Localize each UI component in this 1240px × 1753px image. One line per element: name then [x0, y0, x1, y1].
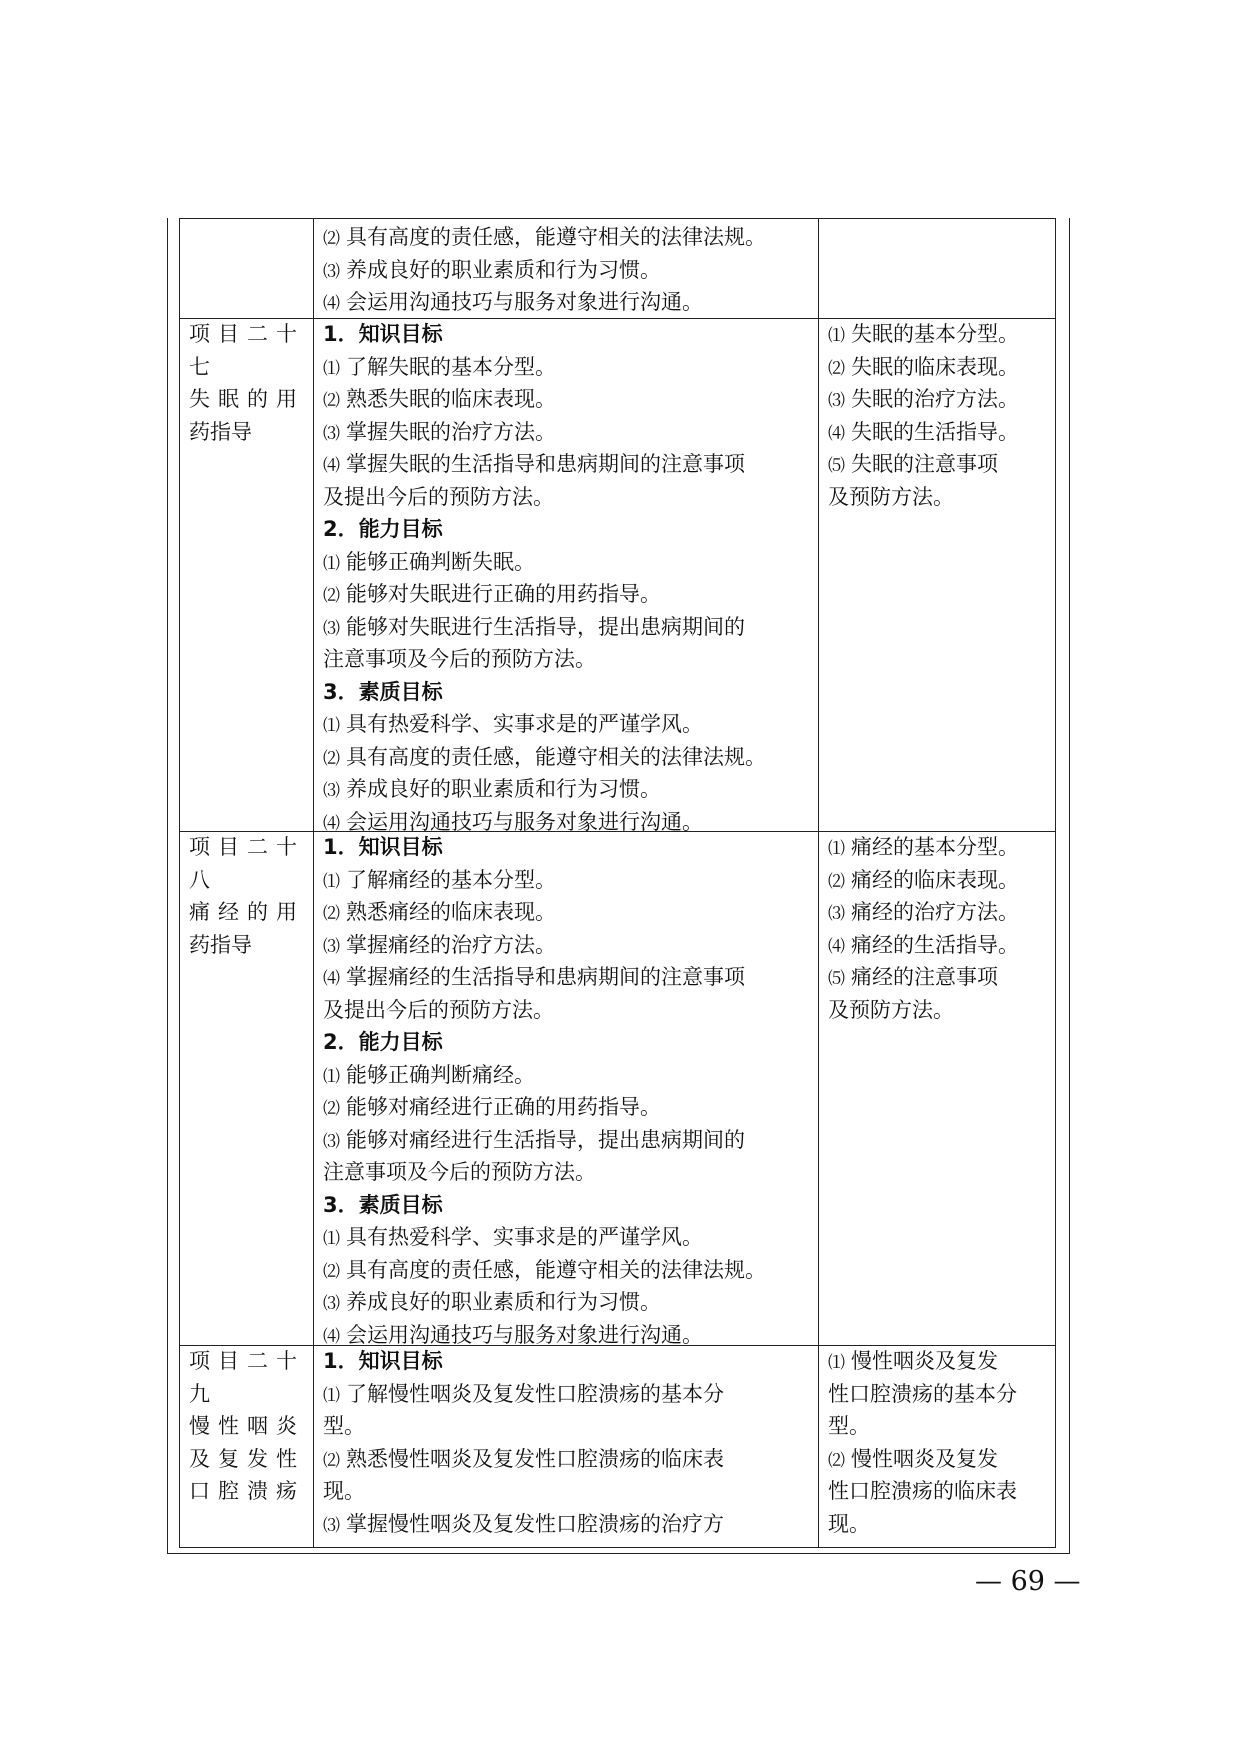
content-item-text: 失眠的基本分型。	[851, 322, 1019, 346]
content-item-continuation: 及预防方法。	[828, 484, 954, 509]
goal-item-continuation: 注意事项及今后的预防方法。	[323, 647, 596, 671]
goal-item-text: 养成良好的职业素质和行为习惯。	[346, 257, 661, 282]
content-item-text: 失眠的注意事项	[851, 452, 998, 476]
goal-item-text: 能够正确判断痛经。	[346, 1062, 535, 1087]
goal-item	[323, 1286, 813, 1319]
content-item-continuation: 性口腔溃疡的临床表	[828, 1479, 1017, 1503]
goal-item-text: 能够对失眠进行生活指导，提出患病期间的	[346, 614, 745, 639]
goal-item-number: ⑵	[323, 1099, 340, 1119]
goal-item-number: ⑶	[323, 1515, 340, 1536]
goal-heading: 1．知识目标	[323, 322, 443, 346]
goal-heading: 2．能力目标	[323, 517, 443, 541]
goal-item	[323, 1508, 813, 1541]
content-item	[828, 929, 1053, 962]
content-item	[828, 383, 1053, 416]
goal-item	[323, 773, 813, 806]
content-item-text: 痛经的生活指导。	[851, 932, 1019, 957]
content-item-number: ⑷	[828, 936, 845, 957]
goal-item-number: ⑴	[323, 716, 340, 736]
content-item-number: ⑶	[828, 904, 845, 924]
goal-item	[323, 383, 813, 416]
goal-item-text: 会运用沟通技巧与服务对象进行沟通。	[346, 290, 703, 314]
goal-heading: 3．素质目标	[323, 679, 443, 704]
goal-item-continuation: 注意事项及今后的预防方法。	[323, 1160, 596, 1184]
content-item	[828, 318, 1053, 351]
goal-item-text: 了解失眠的基本分型。	[346, 354, 556, 379]
row-1-project-cell	[189, 318, 309, 448]
goal-heading: 2．能力目标	[323, 1030, 443, 1054]
goal-item-number: ⑶	[323, 1131, 340, 1152]
goal-item-number: ⑶	[323, 781, 340, 801]
goal-item	[323, 416, 813, 449]
goal-item-number: ⑷	[323, 969, 340, 989]
goal-item-text: 了解痛经的基本分型。	[346, 867, 556, 892]
content-item-text: 痛经的注意事项	[851, 965, 998, 989]
goal-item	[323, 611, 813, 644]
goal-item	[323, 708, 813, 741]
goal-item	[323, 221, 813, 254]
content-item	[828, 864, 1053, 897]
content-item-number: ⑵	[828, 871, 845, 892]
goal-item-number: ⑶	[323, 423, 340, 444]
project-title-line: 九	[189, 1381, 210, 1406]
goal-item-continuation: 及提出今后的预防方法。	[323, 997, 554, 1022]
content-item-number: ⑴	[828, 326, 845, 346]
goal-item-number: ⑵	[323, 586, 340, 606]
project-title-line: 项目二十	[189, 835, 305, 859]
project-title-line: 及复发性	[189, 1446, 305, 1471]
project-title-line: 项目二十	[189, 322, 305, 346]
goal-item-number: ⑵	[323, 1450, 340, 1471]
goal-item-number: ⑵	[323, 1261, 340, 1282]
goal-item-text: 具有高度的责任感，能遵守相关的法律法规。	[346, 744, 766, 769]
project-title-line: 项目二十	[189, 1349, 305, 1373]
goal-item-number: ⑴	[323, 1066, 340, 1087]
row-1-content-cell	[828, 318, 1053, 513]
content-item-text: 痛经的基本分型。	[851, 835, 1019, 859]
content-item-number: ⑸	[828, 456, 845, 476]
goal-item-number: ⑶	[323, 618, 340, 639]
project-title-line: 八	[189, 867, 210, 892]
goal-item-text: 掌握失眠的生活指导和患病期间的注意事项	[346, 452, 745, 476]
content-item-text: 痛经的临床表现。	[851, 867, 1019, 892]
content-item-number: ⑵	[828, 358, 845, 379]
goal-item-text: 掌握痛经的生活指导和患病期间的注意事项	[346, 965, 745, 989]
goal-item-number: ⑷	[323, 294, 340, 314]
goal-item	[323, 448, 813, 481]
goal-item-number: ⑶	[323, 261, 340, 282]
content-item-text: 失眠的治疗方法。	[851, 387, 1019, 411]
goal-item	[323, 1221, 813, 1254]
goal-item-text: 能够对失眠进行正确的用药指导。	[346, 582, 661, 606]
column-divider-2	[818, 218, 819, 1548]
goal-item-text: 熟悉失眠的临床表现。	[346, 387, 556, 411]
goal-item-number: ⑷	[323, 1326, 340, 1347]
column-divider-1	[313, 218, 314, 1548]
project-title-line: 药指导	[189, 419, 252, 444]
content-item-text: 慢性咽炎及复发	[851, 1446, 998, 1471]
content-item-text: 失眠的临床表现。	[851, 354, 1019, 379]
project-title-line: 慢性咽炎	[189, 1414, 305, 1438]
goal-item	[323, 1443, 813, 1476]
project-title-line: 口腔溃疡	[189, 1479, 305, 1503]
content-item-number: ⑵	[828, 1450, 845, 1471]
goal-item-text: 会运用沟通技巧与服务对象进行沟通。	[346, 1322, 703, 1347]
content-item-text: 失眠的生活指导。	[851, 419, 1019, 444]
row-2-project-cell	[189, 831, 309, 961]
goal-item-text: 能够对痛经进行生活指导，提出患病期间的	[346, 1127, 745, 1152]
project-title-line: 七	[189, 354, 210, 379]
content-item	[828, 896, 1053, 929]
goal-item-text: 能够正确判断失眠。	[346, 549, 535, 574]
content-item-continuation: 现。	[828, 1511, 870, 1536]
content-item-number: ⑷	[828, 423, 845, 444]
content-item-number: ⑸	[828, 969, 845, 989]
goal-item	[323, 1254, 813, 1287]
goal-item-text: 掌握慢性咽炎及复发性口腔溃疡的治疗方	[346, 1511, 724, 1536]
goal-item-text: 掌握失眠的治疗方法。	[346, 419, 556, 444]
goal-item	[323, 578, 813, 611]
goal-item-text: 熟悉慢性咽炎及复发性口腔溃疡的临床表	[346, 1446, 724, 1471]
row-3-project-cell	[189, 1345, 309, 1508]
content-item	[828, 1345, 1053, 1378]
goal-item	[323, 546, 813, 579]
goal-item-text: 具有高度的责任感，能遵守相关的法律法规。	[346, 225, 766, 249]
page-number: — 69 —	[975, 1566, 1081, 1597]
project-title-line: 药指导	[189, 932, 252, 957]
goal-item-number: ⑷	[323, 813, 340, 834]
goal-item	[323, 741, 813, 774]
row-1-goals-cell	[323, 318, 813, 838]
goal-heading: 3．素质目标	[323, 1192, 443, 1217]
goal-item-number: ⑴	[323, 553, 340, 574]
content-item	[828, 961, 1053, 994]
goal-item-text: 具有热爱科学、实事求是的严谨学风。	[346, 712, 703, 736]
row-3-goals-cell	[323, 1345, 813, 1540]
goal-item	[323, 1091, 813, 1124]
goal-item	[323, 254, 813, 287]
goal-heading: 1．知识目标	[323, 1349, 443, 1373]
row-2-goals-cell	[323, 831, 813, 1351]
goal-item-number: ⑵	[323, 904, 340, 924]
goal-item-number: ⑶	[323, 936, 340, 957]
goal-item	[323, 351, 813, 384]
goal-item-number: ⑴	[323, 358, 340, 379]
goal-item	[323, 1124, 813, 1157]
row-3-content-cell	[828, 1345, 1053, 1540]
goal-item-continuation: 现。	[323, 1479, 365, 1503]
goal-item-number: ⑶	[323, 1294, 340, 1314]
goal-item-text: 掌握痛经的治疗方法。	[346, 932, 556, 957]
goal-item-text: 具有热爱科学、实事求是的严谨学风。	[346, 1225, 703, 1249]
content-item	[828, 1443, 1053, 1476]
content-item	[828, 831, 1053, 864]
goal-item	[323, 286, 813, 319]
goal-item-continuation: 型。	[323, 1414, 365, 1438]
content-item-number: ⑶	[828, 391, 845, 411]
goal-item	[323, 864, 813, 897]
row-2-content-cell	[828, 831, 1053, 1026]
goal-item-number: ⑴	[323, 1385, 340, 1406]
goal-item	[323, 896, 813, 929]
content-item	[828, 351, 1053, 384]
goal-item-text: 养成良好的职业素质和行为习惯。	[346, 1290, 661, 1314]
goal-item	[323, 929, 813, 962]
project-title-line: 痛经的用	[189, 900, 305, 924]
content-item	[828, 416, 1053, 449]
goal-item-text: 了解慢性咽炎及复发性口腔溃疡的基本分	[346, 1381, 724, 1406]
goal-item-number: ⑵	[323, 748, 340, 769]
goal-item-number: ⑴	[323, 871, 340, 892]
goal-item-number: ⑵	[323, 391, 340, 411]
content-item-number: ⑴	[828, 839, 845, 859]
project-title-line: 失眠的用	[189, 387, 305, 411]
content-item-continuation: 及预防方法。	[828, 997, 954, 1022]
goal-item-number: ⑷	[323, 456, 340, 476]
goal-item-continuation: 及提出今后的预防方法。	[323, 484, 554, 509]
goal-item-text: 会运用沟通技巧与服务对象进行沟通。	[346, 809, 703, 834]
content-item-number: ⑴	[828, 1353, 845, 1373]
goal-item	[323, 1059, 813, 1092]
content-item-continuation: 型。	[828, 1414, 870, 1438]
goal-item-number: ⑵	[323, 229, 340, 249]
content-item-text: 慢性咽炎及复发	[851, 1349, 998, 1373]
goal-item	[323, 961, 813, 994]
content-item-continuation: 性口腔溃疡的基本分	[828, 1381, 1017, 1406]
goal-item-text: 具有高度的责任感，能遵守相关的法律法规。	[346, 1257, 766, 1282]
goal-item	[323, 1378, 813, 1411]
content-item-text: 痛经的治疗方法。	[851, 900, 1019, 924]
goal-item-text: 能够对痛经进行正确的用药指导。	[346, 1095, 661, 1119]
goal-item-number: ⑴	[323, 1229, 340, 1249]
goal-heading: 1．知识目标	[323, 835, 443, 859]
goal-item-text: 养成良好的职业素质和行为习惯。	[346, 777, 661, 801]
content-item	[828, 448, 1053, 481]
goal-item-text: 熟悉痛经的临床表现。	[346, 900, 556, 924]
row-0-goals-cell	[323, 221, 813, 319]
